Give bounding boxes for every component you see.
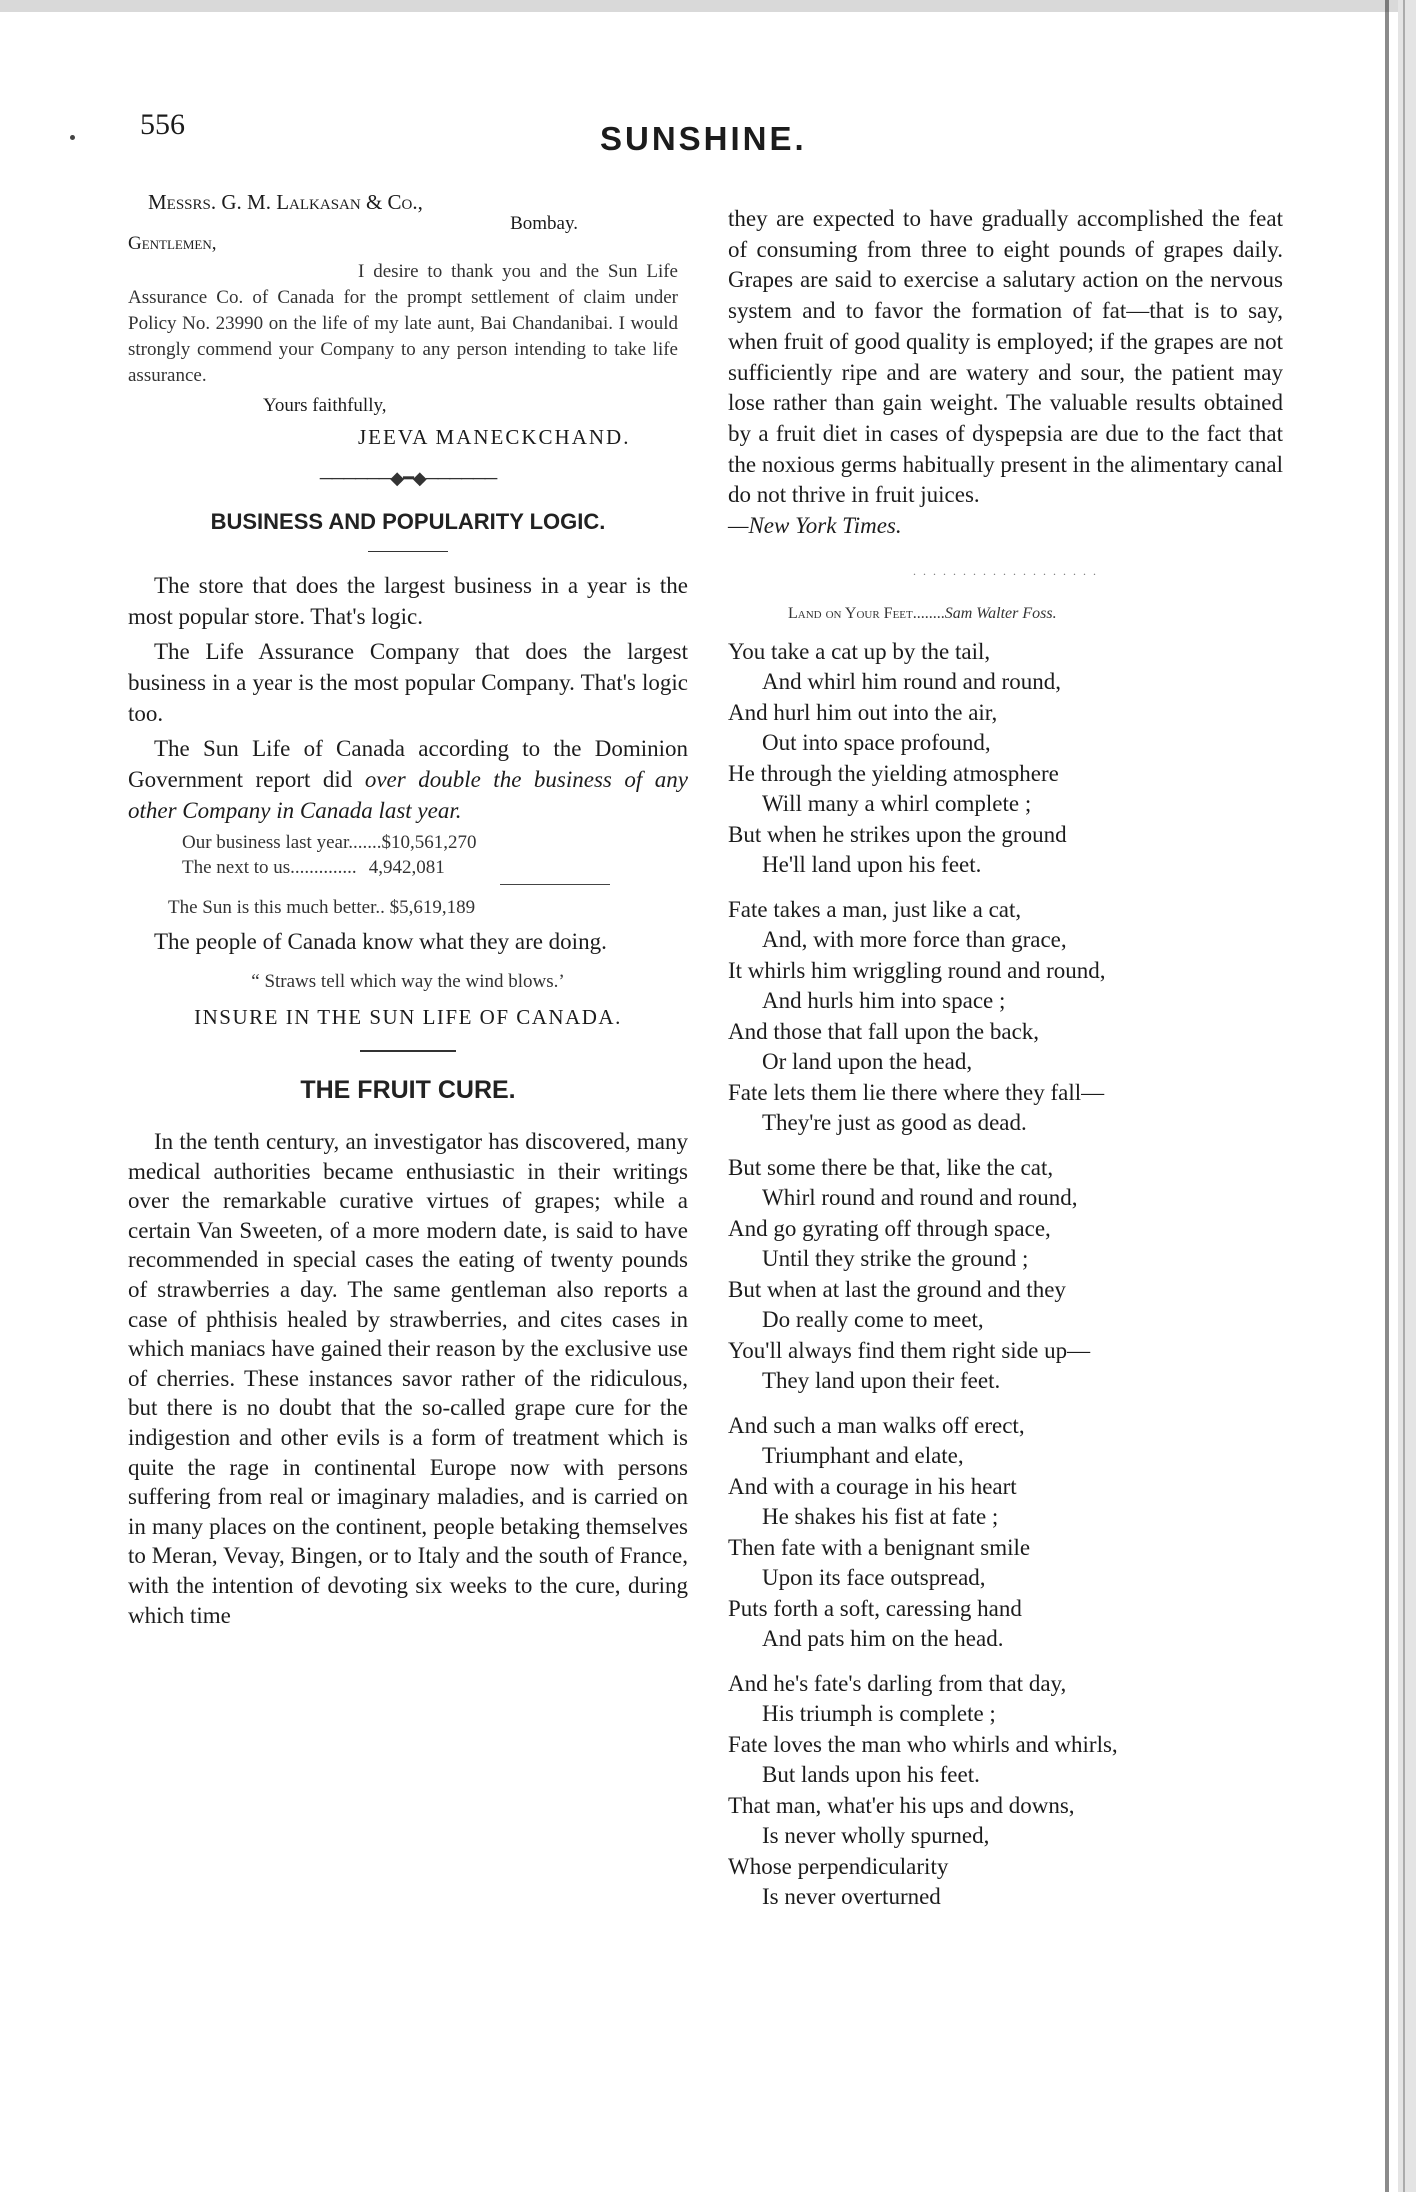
business-figures: [128, 830, 622, 920]
business-paragraph-3-italic: over double the business of any other Company in Canada last year.: [128, 767, 688, 823]
poem-line: And those that fall upon the back,: [728, 1018, 1040, 1044]
poem-heading: [728, 605, 1283, 623]
poem-line: Until they strike the ground ;: [762, 1246, 1029, 1272]
poem-line: Is never wholly spurned,: [762, 1823, 990, 1849]
poem-line: But when he strikes upon the ground: [728, 821, 1067, 847]
figure-value: 4,942,081: [368, 857, 445, 878]
poem-line: Will many a whirl complete ;: [762, 791, 1032, 817]
poem-line: Out into space profound,: [762, 730, 991, 756]
letter-addressee: Messrs. G. M. Lalkasan & Co.,: [148, 190, 423, 214]
fruit-source: —New York Times.: [728, 513, 902, 539]
poem-title: Land on Your Feet........: [788, 604, 945, 622]
poem-line: Fate lets them lie there where they fall—: [728, 1079, 1105, 1105]
page-number: 556: [140, 108, 185, 141]
fruit-paragraph-1: In the tenth century, an investigator has discovered, many medical authorities became enthusiastic in their writings over the remarkable curative virtues of grapes; while a certain Van Sweeten, of a more modern date, is said to have recommended in special cases the eating of twenty pounds of strawberries a day. The same gentleman also reports a case of phthisis healed by strawberries, and cites cases in which maniacs have gained their reason by the exclusive use of cherries. These instances savor rather of the ridiculous, but there is no doubt that the so-called grape cure for the indigestion and other evils is a form of treatment which is quite the rage in continental Europe now with persons suffering from real or imaginary maladies, and is carried on in many places on the continent, people betaking themselves to Meran, Vevay, Bingen, or to Italy and the south of France, with the intention of devoting six weeks to the cure, during which time: [128, 1129, 688, 1628]
poem-line: And go gyrating off through space,: [728, 1215, 1051, 1241]
margin-dot: [70, 135, 75, 140]
fruit-paragraph-2-text: they are expected to have gradually accomplished the feat of consuming from three to eight pounds of grapes daily. Grapes are said to exercise a salutary action on the nervous system and to favor the formation of fat—that is to say, when fruit of good quality is employed; if the grapes are not sufficiently ripe and are watery and sour, the patient may lose rather than gain weight. The valuable results obtained by a fruit diet in cases of dyspepsia are due to the fact that the noxious germs habitually present in the alimentary canal do not thrive in fruit juices.: [728, 206, 1283, 508]
sum-rule: [500, 884, 610, 885]
poem-line: Then fate with a benignant smile: [728, 1534, 1031, 1560]
poem-stanza: [728, 1411, 1283, 1655]
business-paragraph-3: [128, 733, 688, 826]
poem-line: And hurl him out into the air,: [728, 699, 998, 725]
poem-line: You'll always find them right side up—: [728, 1337, 1091, 1363]
poem-line: But some there be that, like the cat,: [728, 1154, 1054, 1180]
poem-line: You take a cat up by the tail,: [728, 638, 991, 664]
section-title-business: BUSINESS AND POPULARITY LOGIC.: [210, 509, 606, 534]
poem-stanza: [728, 895, 1283, 1139]
poem-line: His triumph is complete ;: [762, 1701, 996, 1727]
poem-line: But lands upon his feet.: [762, 1762, 980, 1788]
running-header: SUNSHINE.: [600, 120, 807, 157]
poem-line: Whose perpendicularity: [728, 1853, 949, 1879]
poem-line: It whirls him wriggling round and round,: [728, 957, 1106, 983]
section-title-fruit: THE FRUIT CURE.: [300, 1076, 516, 1104]
poem-line: And hurls him into space ;: [762, 988, 1006, 1014]
figure-row: [182, 855, 622, 880]
figure-value: $10,561,270: [381, 832, 477, 853]
figure-label: Our business last year.......: [182, 832, 382, 853]
business-paragraph-1: The store that does the largest business in a year is the most popular store. That's logic.: [128, 573, 688, 629]
business-body: [128, 570, 688, 826]
business-paragraph-3-text: The Sun Life of Canada according to the Dominion Government report did: [128, 736, 688, 792]
poem-line: Fate takes a man, just like a cat,: [728, 896, 1022, 922]
poem-line: He'll land upon his feet.: [762, 852, 982, 878]
poem-line: Puts forth a soft, caressing hand: [728, 1595, 1022, 1621]
poem-line: And, with more force than grace,: [762, 927, 1067, 953]
dotted-divider: . . . . . . . . . . . . . . . . . . .: [913, 563, 1098, 578]
poem-line: Triumphant and elate,: [762, 1443, 964, 1469]
poem-line: Upon its face outspread,: [762, 1565, 986, 1591]
poem-line: But when at last the ground and they: [728, 1276, 1066, 1302]
figure-value: $5,619,189: [389, 897, 476, 918]
poem-author: Sam Walter Foss.: [944, 604, 1057, 622]
poem-stanza: [728, 1153, 1283, 1397]
poem-stanza: [728, 637, 1283, 881]
poem-line: Fate loves the man who whirls and whirls,: [728, 1731, 1118, 1757]
letter-signature: JEEVA MANECKCHAND.: [358, 425, 631, 449]
ornament-divider: ──────◆━◆──────: [319, 468, 497, 488]
fruit-body: [128, 1127, 688, 1630]
title-rule: [368, 551, 448, 552]
letter-closing: Yours faithfully,: [263, 395, 387, 416]
business-quote: “ Straws tell which way the wind blows.’: [251, 971, 565, 992]
fruit-continued: [728, 204, 1283, 542]
right-column: [728, 204, 1283, 1927]
section-divider: [360, 1050, 456, 1052]
poem-line: They land upon their feet.: [762, 1368, 1001, 1394]
poem-line: He through the yielding atmosphere: [728, 760, 1059, 786]
poem-body: [728, 637, 1283, 1913]
business-slogan: INSURE IN THE SUN LIFE OF CANADA.: [194, 1005, 622, 1029]
poem-line: They're just as good as dead.: [762, 1110, 1027, 1136]
poem-line: And he's fate's darling from that day,: [728, 1670, 1067, 1696]
poem-line: And whirl him round and round,: [762, 669, 1061, 695]
poem-line: And pats him on the head.: [762, 1626, 1004, 1652]
poem-line: Or land upon the head,: [762, 1049, 973, 1075]
business-paragraph-4-text: The people of Canada know what they are doing.: [154, 929, 607, 954]
letter-city: Bombay.: [510, 213, 578, 234]
poem-line: That man, what'er his ups and downs,: [728, 1792, 1075, 1818]
letter-salutation: Gentlemen,: [128, 233, 217, 254]
figure-label: The next to us..............: [182, 857, 357, 878]
poem-line: Is never overturned: [762, 1884, 941, 1910]
figure-label: The Sun is this much better..: [168, 897, 385, 918]
poem-line: He shakes his fist at fate ;: [762, 1504, 999, 1530]
poem-line: Whirl round and round and round,: [762, 1185, 1078, 1211]
figure-row: [168, 895, 622, 920]
letter: [128, 190, 688, 450]
left-column: [128, 190, 688, 1630]
poem-line: And with a courage in his heart: [728, 1473, 1017, 1499]
poem-line: Do really come to meet,: [762, 1307, 984, 1333]
letter-body: I desire to thank you and the Sun Life Assurance Co. of Canada for the prompt settlement of claim under Policy No. 23990 on the life of my late aunt, Bai Chandanibai. I would strongly commend your Company to any person intending to take life assurance.: [128, 261, 678, 386]
business-paragraph-2: The Life Assurance Company that does the largest business in a year is the most popular Company. That's logic too.: [128, 639, 688, 726]
business-paragraph-4: [128, 926, 688, 957]
figure-row: [182, 830, 622, 855]
fruit-paragraph-2: [728, 204, 1283, 511]
poem-stanza: [728, 1669, 1283, 1913]
poem-line: And such a man walks off erect,: [728, 1412, 1025, 1438]
